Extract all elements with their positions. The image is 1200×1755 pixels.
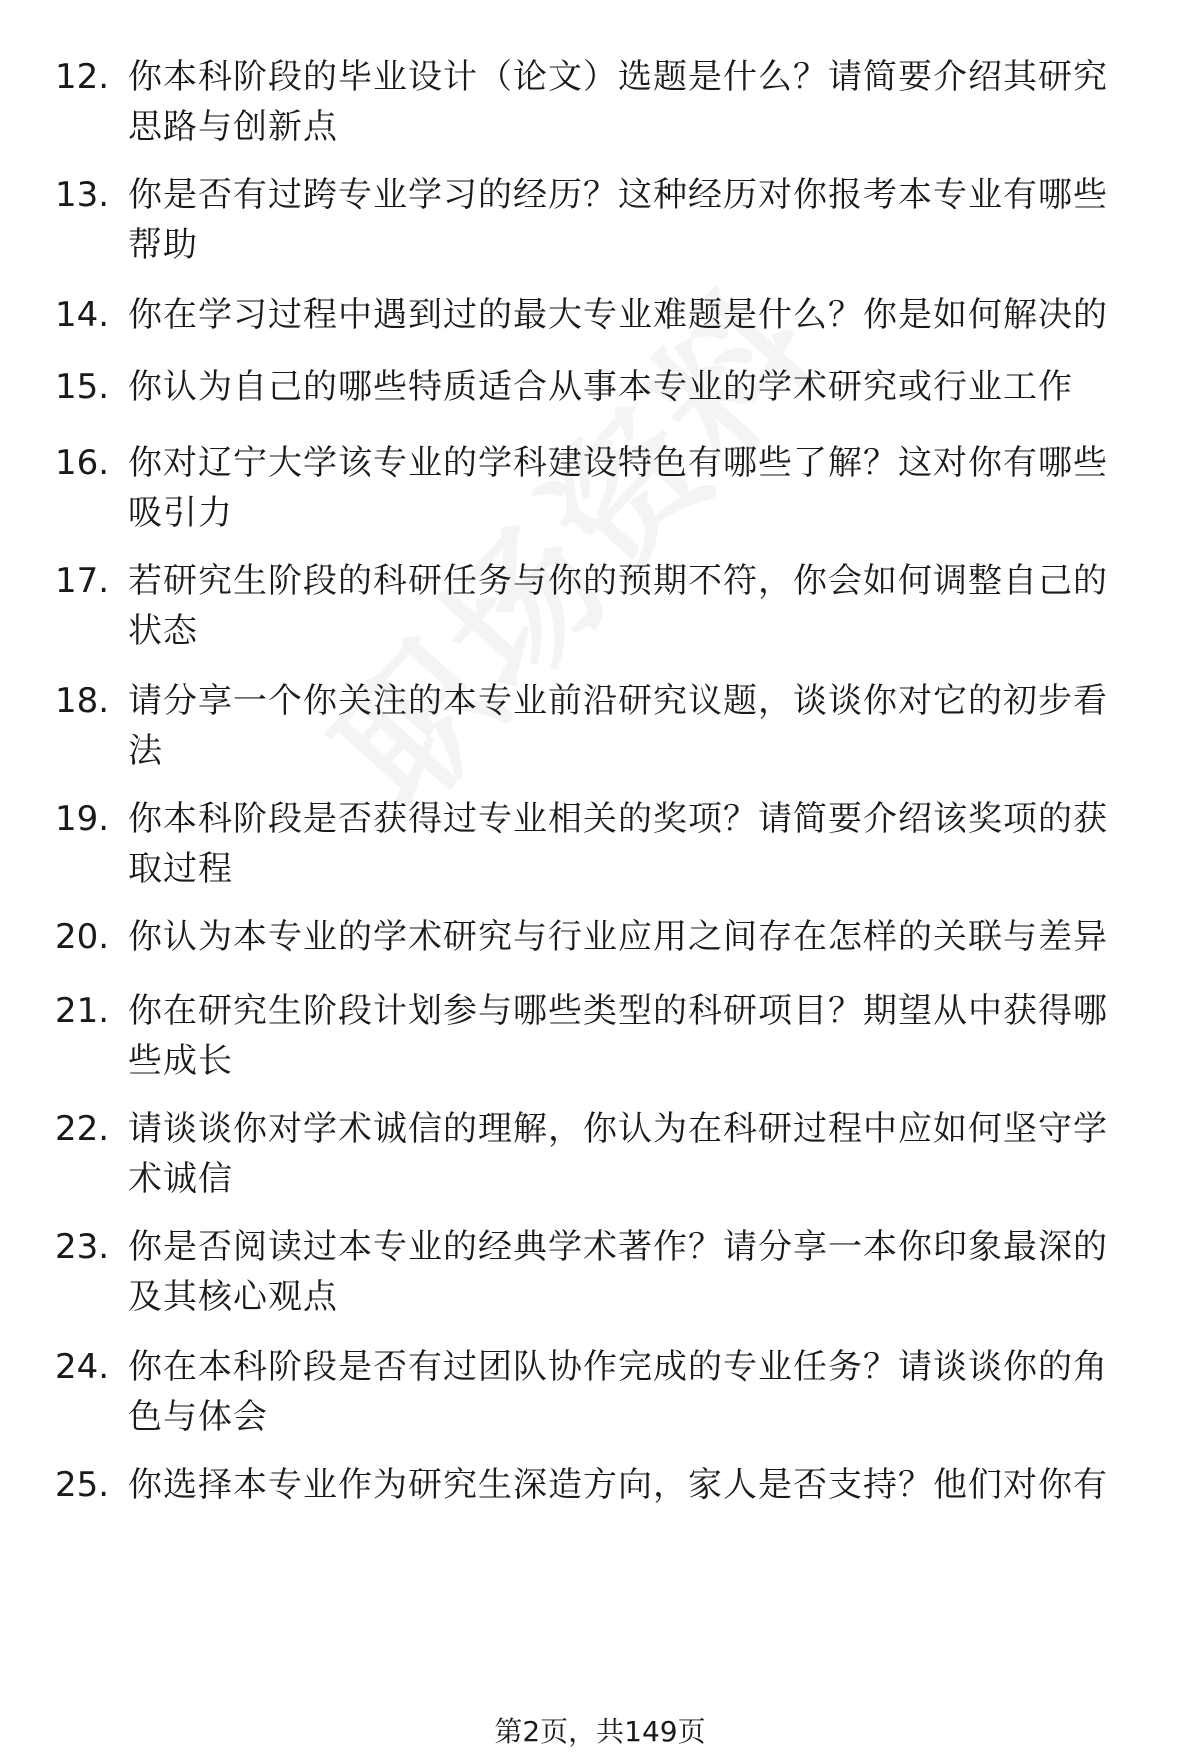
question-number: 21.	[55, 991, 110, 1031]
question-text: 你认为自己的哪些特质适合从事本专业的学术研究或行业工作	[128, 367, 1073, 407]
question-text: 你在学习过程中遇到过的最大专业难题是什么？你是如何解决的	[128, 295, 1108, 335]
question-number: 24.	[55, 1347, 110, 1387]
question-text: 你是否有过跨专业学习的经历？这种经历对你报考本专业有哪些帮助	[128, 175, 1108, 265]
question-number: 20.	[55, 917, 110, 957]
question-number: 14.	[55, 295, 110, 335]
question-text: 你对辽宁大学该专业的学科建设特色有哪些了解？这对你有哪些吸引力	[128, 443, 1108, 533]
question-number: 25.	[55, 1465, 110, 1505]
question-text: 你选择本专业作为研究生深造方向，家人是否支持？他们对你有	[128, 1465, 1108, 1505]
question-text: 若研究生阶段的科研任务与你的预期不符，你会如何调整自己的状态	[128, 561, 1108, 651]
question-text: 请谈谈你对学术诚信的理解，你认为在科研过程中应如何坚守学术诚信	[128, 1109, 1108, 1199]
question-number: 17.	[55, 561, 110, 601]
question-number: 15.	[55, 367, 110, 407]
question-text: 你在本科阶段是否有过团队协作完成的专业任务？请谈谈你的角色与体会	[128, 1347, 1108, 1437]
question-text: 你在研究生阶段计划参与哪些类型的科研项目？期望从中获得哪些成长	[128, 991, 1108, 1081]
question-number: 18.	[55, 681, 110, 721]
question-text: 你认为本专业的学术研究与行业应用之间存在怎样的关联与差异	[128, 917, 1108, 957]
question-text: 你本科阶段是否获得过专业相关的奖项？请简要介绍该奖项的获取过程	[128, 799, 1108, 889]
question-number: 12.	[55, 57, 110, 97]
question-number: 16.	[55, 443, 110, 483]
question-number: 19.	[55, 799, 110, 839]
question-number: 13.	[55, 175, 110, 215]
question-text: 请分享一个你关注的本专业前沿研究议题，谈谈你对它的初步看法	[128, 681, 1108, 771]
page-footer: 第2页，共149页	[494, 1715, 706, 1748]
question-number: 22.	[55, 1109, 110, 1149]
question-number: 23.	[55, 1227, 110, 1267]
question-text: 你本科阶段的毕业设计（论文）选题是什么？请简要介绍其研究思路与创新点	[128, 57, 1108, 147]
question-text: 你是否阅读过本专业的经典学术著作？请分享一本你印象最深的及其核心观点	[128, 1227, 1108, 1317]
